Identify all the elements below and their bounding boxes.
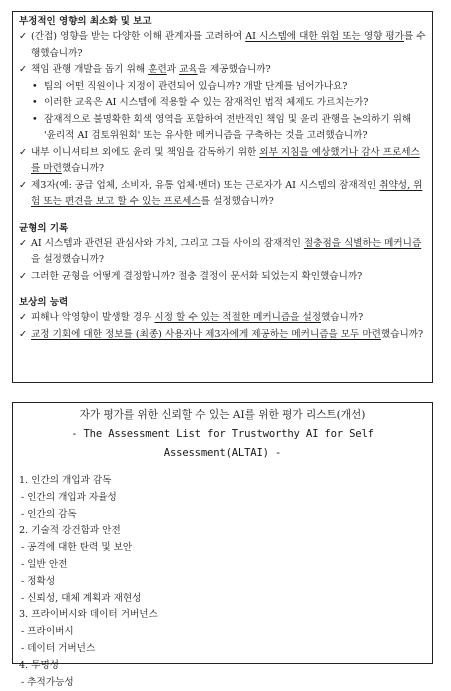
check-mark-icon: ✓ [19, 312, 28, 323]
checklist-item: ✓ 피해나 악영향이 발생할 경우 시정 할 수 있는 적절한 메커니즘을 설정했습니까? [19, 310, 426, 327]
list-title: 자가 평가를 위한 신뢰할 수 있는 AI를 위한 평가 리스트(개선) [79, 409, 366, 421]
bullet-dot-icon: • [32, 80, 38, 92]
checklist-item: ✓ (간접) 영향을 받는 다양한 이해 관계자를 고려하여 AI 시스템에 대한 위험 또는 영향 평가를 수행했습니까? [19, 31, 426, 59]
bullet-dot-icon: • [32, 113, 38, 125]
check-mark-icon: ✓ [19, 179, 28, 191]
checklist-item: ✓ AI 시스템과 관련된 관심사와 가치, 그리고 그들 사이의 잠재적인 절충점을 식별하는 메커니즘을 설정했습니까? [19, 237, 422, 265]
section-title-tradeoffs: 균형의 기록 [19, 222, 69, 234]
list-subitem: - 공격에 대한 탄력 및 보안 [21, 542, 133, 554]
checklist-item: ✓ 교정 기회에 대한 정보를 (최종) 사용자나 제3자에게 제공하는 메커니즘을 모두 마련했습니까? [19, 327, 426, 344]
list-item: 1. 인간의 개입과 감독 [19, 475, 112, 486]
list-subtitle: - The Assessment List for Trustworthy AI for Self Assessment(ALTAI) - [71, 428, 374, 459]
list-group [19, 523, 426, 607]
checklist-item: ✓ 내부 이니셔티브 외에도 윤리 및 책임을 감독하기 위한 외부 지침을 예상했거나 감사 프로세스를 마련했습니까? [19, 146, 420, 174]
list-subitem: - 일반 안전 [21, 558, 68, 570]
bullet-item: • 잠재적으로 불명확한 회색 영역을 포함하여 전반적인 책임 및 윤리 관행을 논의하기 위해 '윤리적 AI 검토위원회' 또는 유사한 메커니즘을 구축하는 것을 고려했습니까? [32, 113, 412, 141]
list-item: 4. 투명성 [19, 659, 60, 671]
section-title-redress: 보상의 능력 [19, 297, 69, 308]
bullet-dot-icon: • [32, 97, 38, 108]
list-item: 3. 프라이버시와 데이터 거버넌스 [19, 609, 158, 621]
check-mark-icon: ✓ [19, 64, 28, 75]
list-group [19, 607, 426, 657]
list-group [19, 473, 426, 523]
checklist-item: ✓ 제3자(예: 공급 업체, 소비자, 유통 업체·벤더) 또는 근로자가 AI 시스템의 잠재적인 취약성, 위험 또는 편견을 보고 할 수 있는 프로세스를 설정했습니까? [19, 179, 423, 207]
check-mark-icon: ✓ [19, 237, 28, 249]
checklist-item: ✓ 책임 관행 개발을 돕기 위해 훈련과 교육을 제공했습니까? [19, 62, 426, 79]
list-subitem: - 데이터 거버넌스 [21, 642, 96, 654]
list-subitem: - 인간의 감독 [21, 508, 77, 520]
list-subitem: - 추적가능성 [21, 676, 74, 688]
section-title-minimization: 부정적인 영향의 최소화 및 보고 [19, 16, 152, 27]
list-subitem: - 신뢰성, 대체 계획과 재현성 [21, 592, 142, 604]
check-mark-icon: ✓ [19, 270, 28, 282]
list-group [19, 658, 426, 691]
check-mark-icon: ✓ [19, 328, 28, 340]
checklist-item: ✓ 그러한 균형을 어떻게 결정합니까? 절충 결정이 문서화 되었는지 확인했습니까? [19, 269, 426, 286]
bullet-item: • 팀의 어떤 직원이나 지정이 관련되어 있습니까? 개발 단계를 넘어가나요? [19, 79, 426, 96]
list-subitem: - 인간의 개입과 자율성 [21, 491, 117, 503]
list-item: 2. 기술적 강건함과 안전 [19, 525, 121, 537]
list-subitem: - 프라이버시 [21, 626, 74, 638]
bullet-item: • 이러한 교육은 AI 시스템에 적용할 수 있는 잠재적인 법적 체제도 가르치는가? [19, 95, 426, 112]
assessment-list-box [12, 402, 433, 688]
check-mark-icon: ✓ [19, 31, 28, 42]
check-mark-icon: ✓ [19, 146, 28, 158]
list-subitem: - 정확성 [21, 575, 56, 587]
checklist-box [12, 11, 433, 383]
